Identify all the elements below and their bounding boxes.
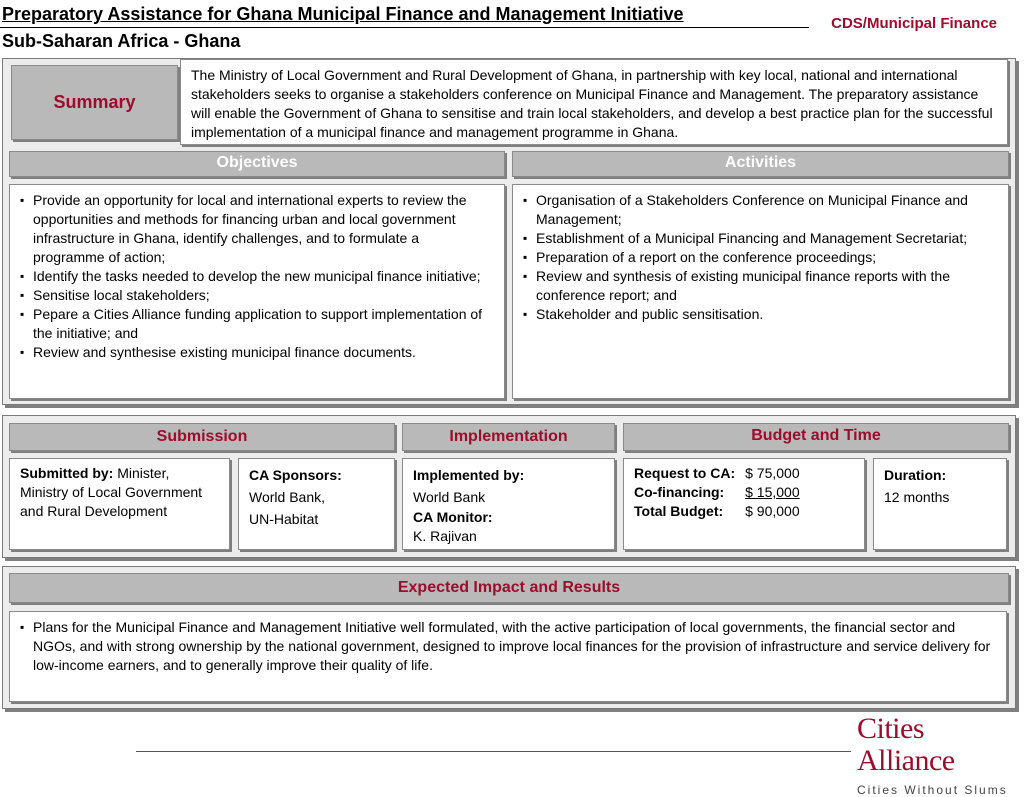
implementation-box (402, 458, 615, 550)
footer-divider (136, 751, 851, 752)
page-title: Preparatory Assistance for Ghana Municipal Finance and Management Initiative (2, 4, 684, 24)
list-item: ▪ Identify the tasks needed to develop the new municipal finance initiative; (20, 267, 494, 286)
duration-box (873, 458, 1007, 550)
submitted-by-box (9, 458, 230, 550)
sponsor-item: UN-Habitat (249, 511, 319, 527)
impact-box (9, 611, 1007, 702)
sponsors-label: CA Sponsors: (249, 467, 342, 483)
ca-monitor-label: CA Monitor: (413, 509, 493, 525)
list-item: ▪ Plans for the Municipal Finance and Management Initiative well formulated, with the active participation of local governments, the financial sector and NGOs, and with strong ownership by the national government, designed to improve local finances for the provision of infrastructure and service delivery for low-income earners, and to generally improve their quality of life. (20, 618, 996, 675)
submitted-by-value: Minister, Ministry of Local Government and Rural Development (20, 465, 203, 519)
submitted-by-label: Submitted by: (20, 465, 114, 481)
ca-monitor-value: K. Rajivan (413, 528, 477, 544)
impact-heading: Expected Impact and Results (9, 573, 1009, 603)
request-value: $ 75,000 (745, 465, 800, 481)
cofinancing-value: $ 15,000 (745, 484, 800, 500)
category-tag: CDS/Municipal Finance (831, 15, 997, 32)
implemented-by-label: Implemented by: (413, 467, 525, 483)
list-item: ▪ Review and synthesise existing municipal finance documents. (20, 343, 494, 362)
submission-heading: Submission (9, 423, 395, 451)
objectives-list (20, 191, 494, 362)
implemented-by-value: World Bank (413, 489, 486, 505)
objectives-box (9, 184, 505, 399)
list-item: ▪ Provide an opportunity for local and international experts to review the opportunities and methods for financing urban and local government infrastructure in Ghana, identify challenges, and to formulate a programme of action; (20, 191, 494, 267)
cities-alliance-logo (857, 713, 1017, 797)
duration-value: 12 months (884, 489, 950, 505)
logo-wordmark: Cities Alliance (857, 712, 955, 777)
objectives-heading: Objectives (9, 151, 505, 177)
sponsor-item: World Bank, (249, 489, 325, 505)
summary-text: The Ministry of Local Government and Rural Development of Ghana, in partnership with key local, national and international stakeholders seeks to organise a stakeholders conference on Municipal Finance and Management. The preparatory assistance will enable the Government of Ghana to sensitise and train local stakeholders, and develop a best practice plan for the successful implementation of a municipal finance and management programme in Ghana. (180, 59, 1008, 145)
list-item: ▪ Preparation of a report on the conference proceedings; (523, 248, 998, 267)
total-budget-label: Total Budget: (634, 503, 724, 519)
list-item: ▪ Stakeholder and public sensitisation. (523, 305, 998, 324)
activities-heading: Activities (512, 151, 1009, 177)
logo-tagline: Cities Without Slums (857, 783, 1008, 797)
duration-label: Duration: (884, 467, 947, 483)
budget-table (634, 464, 800, 521)
list-item: ▪ Organisation of a Stakeholders Conference on Municipal Finance and Management; (523, 191, 998, 229)
list-item: ▪ Establishment of a Municipal Financing and Management Secretariat; (523, 229, 998, 248)
summary-label: Summary (11, 65, 178, 140)
budget-heading: Budget and Time (623, 423, 1009, 451)
request-label: Request to CA: (634, 465, 736, 481)
list-item: ▪ Sensitise local stakeholders; (20, 286, 494, 305)
total-budget-value: $ 90,000 (745, 503, 800, 519)
page-subtitle: Sub-Saharan Africa - Ghana (2, 31, 241, 51)
list-item: ▪ Pepare a Cities Alliance funding application to support implementation of the initiative; and (20, 305, 494, 343)
activities-box (512, 184, 1009, 399)
list-item: ▪ Review and synthesis of existing municipal finance reports with the conference report; and (523, 267, 998, 305)
title-underline (0, 27, 809, 28)
impact-list (20, 618, 996, 675)
implementation-heading: Implementation (402, 423, 615, 451)
cofinancing-label: Co-financing: (634, 484, 725, 500)
sponsors-box (238, 458, 395, 550)
budget-box (623, 458, 865, 550)
activities-list (523, 191, 998, 324)
